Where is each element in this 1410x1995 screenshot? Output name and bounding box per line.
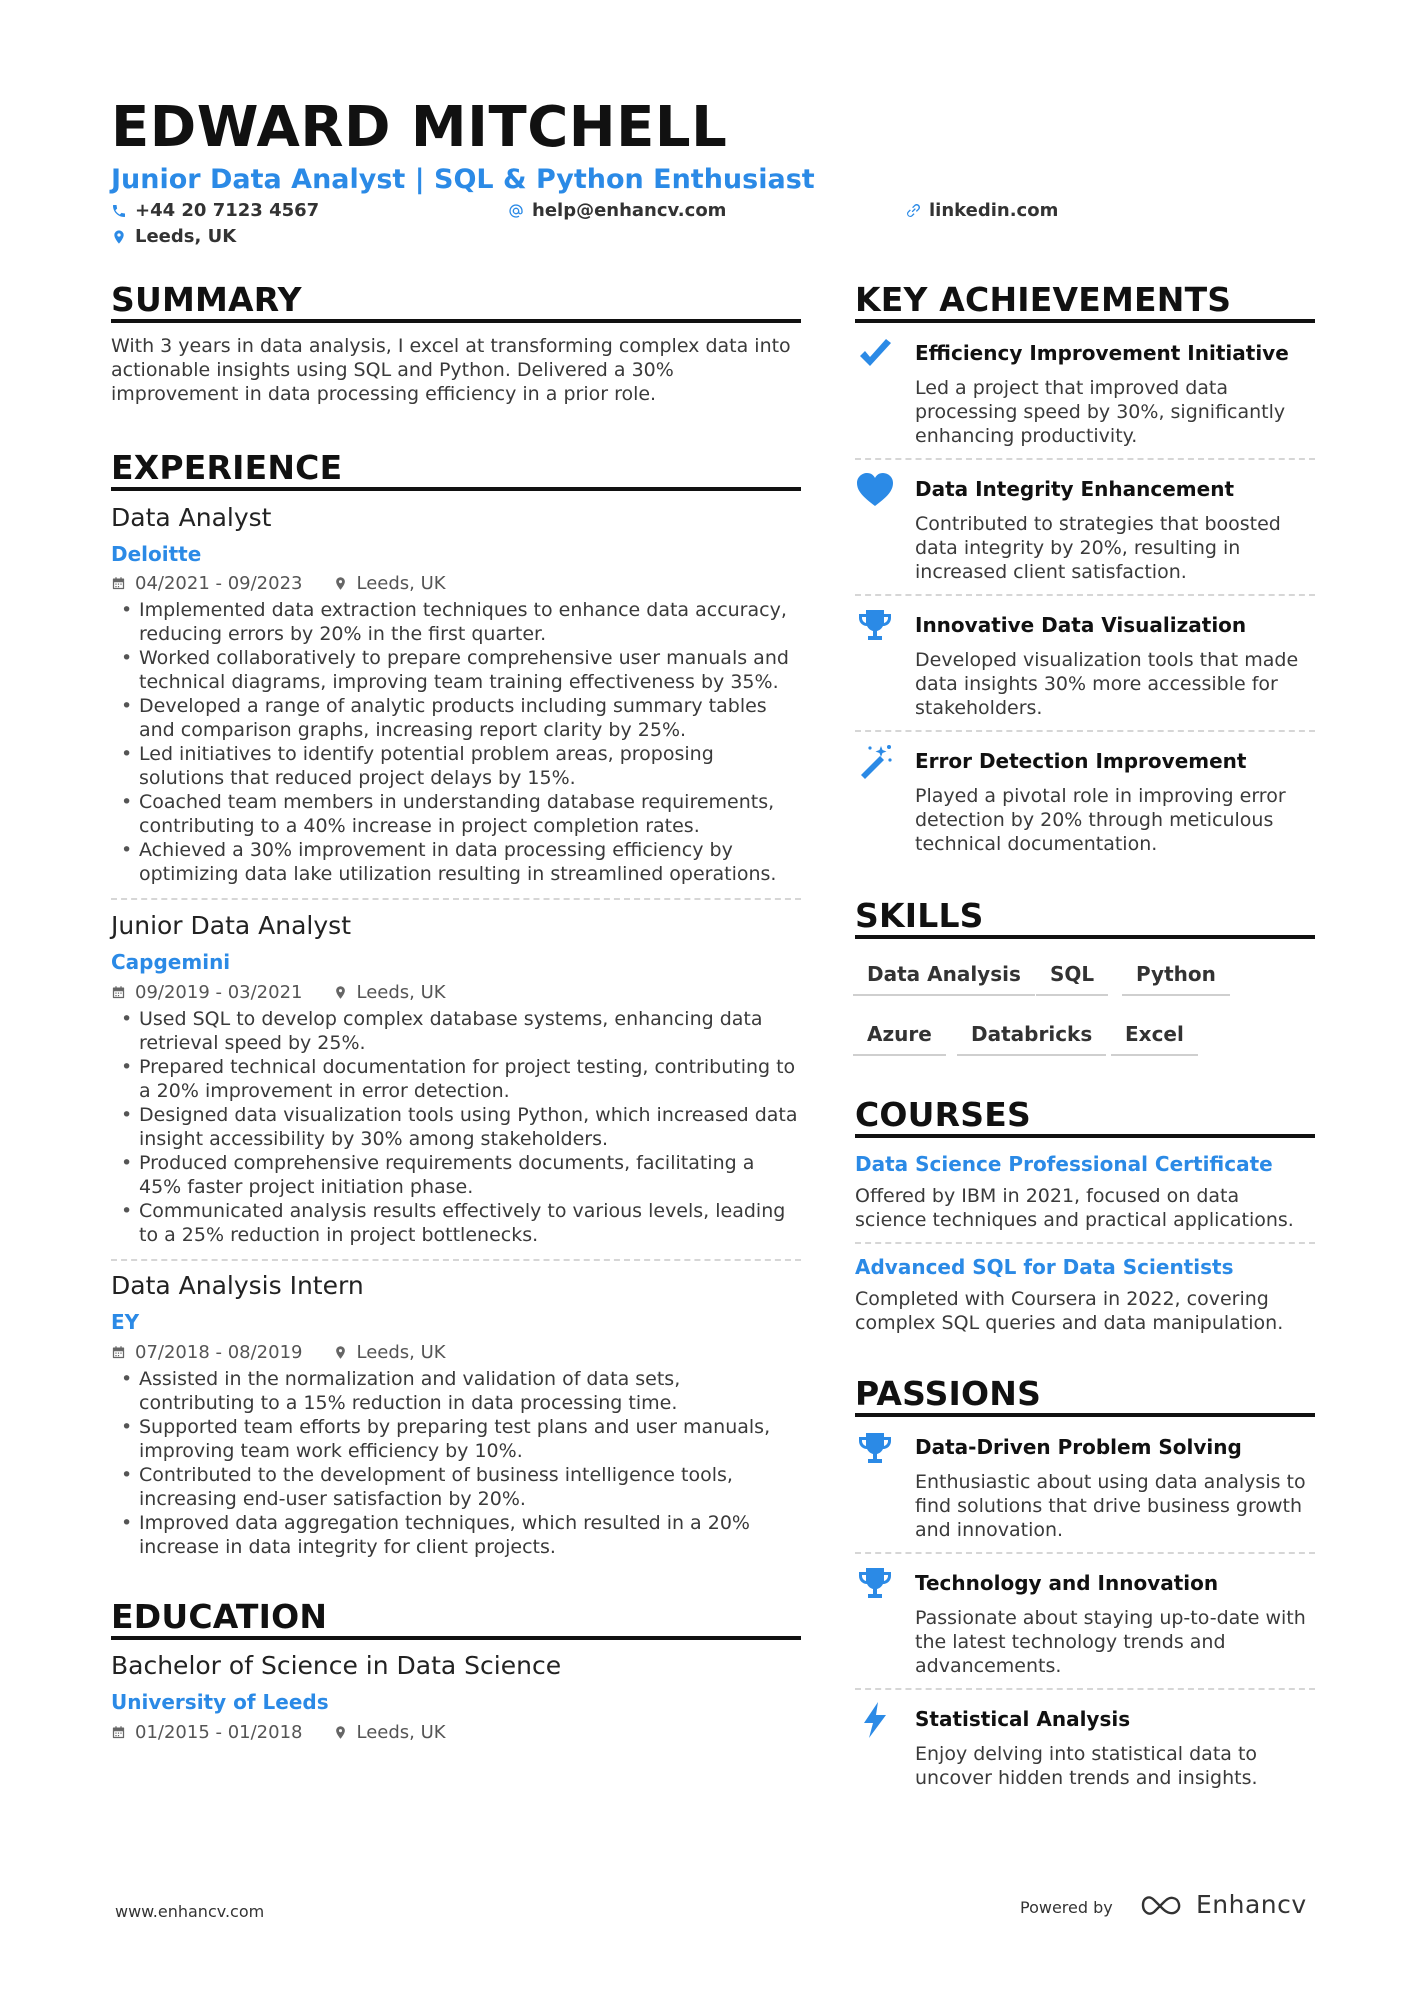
- section-rule: [855, 935, 1315, 939]
- enhancv-logo-icon: [1140, 1892, 1186, 1918]
- skill-tag: Azure: [853, 1022, 946, 1056]
- job-location: [333, 1342, 446, 1363]
- location-pin-icon: [333, 1725, 348, 1740]
- footer-brand[interactable]: [1140, 1890, 1307, 1919]
- summary-text: With 3 years in data analysis, I excel at transforming complex data into actionable insights using SQL and Python. Delivered a 30% improvement in data processing efficiency in a prior role.: [111, 335, 791, 405]
- list-item: • Designed data visualization tools using Python, which increased data insight accessibility by 30% among stakeholders.: [111, 1103, 801, 1151]
- section-rule: [111, 487, 801, 491]
- calendar-icon: [111, 1345, 126, 1360]
- section-rule: [855, 1134, 1315, 1138]
- trophy-icon: [855, 606, 895, 646]
- course-title: Advanced SQL for Data Scientists: [855, 1255, 1234, 1279]
- course-desc: Offered by IBM in 2021, focused on data science techniques and practical applications.: [855, 1185, 1294, 1231]
- section-title-achievements: KEY ACHIEVEMENTS: [855, 280, 1232, 319]
- lightning-icon: [855, 1700, 895, 1740]
- list-item: • Worked collaboratively to prepare comprehensive user manuals and technical diagrams, improving team training effectiveness by 35%.: [111, 646, 801, 694]
- achievement-desc: Led a project that improved data processing speed by 30%, significantly enhancing productivity.: [915, 377, 1286, 447]
- passion-desc: Passionate about staying up-to-date with the latest technology trends and advancements.: [915, 1607, 1306, 1677]
- list-item: • Achieved a 30% improvement in data processing efficiency by optimizing data lake utilization resulting in streamlined operations.: [111, 838, 801, 886]
- divider: [855, 730, 1315, 732]
- skill-tag: Data Analysis: [853, 962, 1035, 996]
- location-pin-icon: [333, 576, 348, 591]
- job-dates: 04/2021 - 09/2023: [135, 573, 303, 594]
- divider: [855, 594, 1315, 596]
- section-rule: [111, 319, 801, 323]
- location-pin-icon: [111, 229, 127, 245]
- calendar-icon: [111, 985, 126, 1000]
- section-title-skills: SKILLS: [855, 896, 984, 935]
- heart-icon: [855, 470, 895, 510]
- divider: [111, 1259, 801, 1261]
- contact-linkedin[interactable]: [905, 200, 1058, 221]
- list-item: • Supported team efforts by preparing test plans and user manuals, improving team work efficiency by 10%.: [111, 1415, 801, 1463]
- achievement-title: Innovative Data Visualization: [915, 613, 1247, 637]
- check-icon: [855, 335, 895, 375]
- job-dates: 09/2019 - 03/2021: [135, 982, 303, 1003]
- achievement-desc: Contributed to strategies that boosted data integrity by 20%, resulting in increased client satisfaction.: [915, 513, 1281, 583]
- course-desc: Completed with Coursera in 2022, covering complex SQL queries and data manipulation.: [855, 1288, 1284, 1334]
- job-meta: [111, 573, 446, 594]
- job-bullets: [111, 598, 801, 886]
- skill-tag: Python: [1122, 962, 1230, 996]
- skill-tag: Excel: [1111, 1022, 1198, 1056]
- school-name: University of Leeds: [111, 1690, 329, 1714]
- passion-title: Technology and Innovation: [915, 1571, 1219, 1595]
- achievement-title: Data Integrity Enhancement: [915, 477, 1235, 501]
- divider: [855, 458, 1315, 460]
- job-location-text: Leeds, UK: [356, 573, 446, 594]
- section-title-experience: EXPERIENCE: [111, 448, 343, 487]
- skill-tag: Databricks: [957, 1022, 1106, 1056]
- list-item: • Contributed to the development of business intelligence tools, increasing end-user satisfaction by 20%.: [111, 1463, 801, 1511]
- company-name: EY: [111, 1310, 140, 1334]
- list-item: • Coached team members in understanding database requirements, contributing to a 40% increase in project completion rates.: [111, 790, 801, 838]
- location-pin-icon: [333, 1345, 348, 1360]
- magic-wand-icon: [855, 742, 895, 782]
- divider: [855, 1688, 1315, 1690]
- footer-powered-by: Powered by: [1020, 1898, 1113, 1917]
- divider: [855, 1242, 1315, 1244]
- section-rule: [111, 1636, 801, 1640]
- linkedin-text: linkedin.com: [929, 200, 1059, 221]
- achievement-title: Efficiency Improvement Initiative: [915, 341, 1289, 365]
- at-icon: [508, 203, 524, 219]
- company-name: Deloitte: [111, 542, 202, 566]
- passion-desc: Enjoy delving into statistical data to uncover hidden trends and insights.: [915, 1743, 1258, 1789]
- achievement-desc: Played a pivotal role in improving error detection by 20% through meticulous technical documentation.: [915, 785, 1286, 855]
- list-item: • Used SQL to develop complex database systems, enhancing data retrieval speed by 25%.: [111, 1007, 801, 1055]
- passion-title: Data-Driven Problem Solving: [915, 1435, 1242, 1459]
- trophy-icon: [855, 1564, 895, 1604]
- skill-tag: SQL: [1036, 962, 1108, 996]
- course-title: Data Science Professional Certificate: [855, 1152, 1273, 1176]
- footer-brand-text: Enhancv: [1196, 1890, 1307, 1919]
- degree-title: Bachelor of Science in Data Science: [111, 1651, 562, 1680]
- link-icon: [905, 203, 921, 219]
- job-title: Data Analyst: [111, 503, 272, 532]
- trophy-icon: [855, 1429, 895, 1469]
- job-meta: [111, 982, 446, 1003]
- list-item: • Developed a range of analytic products including summary tables and comparison graphs, increasing report clarity by 25%.: [111, 694, 801, 742]
- job-location: [333, 982, 446, 1003]
- section-title-education: EDUCATION: [111, 1597, 328, 1636]
- contact-location: [111, 226, 236, 247]
- passion-desc: Enthusiastic about using data analysis to find solutions that drive business growth and innovation.: [915, 1471, 1306, 1541]
- candidate-name: EDWARD MITCHELL: [111, 95, 728, 160]
- education-location: [333, 1722, 446, 1743]
- contact-email[interactable]: [508, 200, 726, 221]
- education-dates: 01/2015 - 01/2018: [135, 1722, 303, 1743]
- divider: [855, 1552, 1315, 1554]
- achievement-title: Error Detection Improvement: [915, 749, 1247, 773]
- education-meta: [111, 1722, 446, 1743]
- section-title-summary: SUMMARY: [111, 280, 302, 319]
- section-title-passions: PASSIONS: [855, 1374, 1042, 1413]
- passion-title: Statistical Analysis: [915, 1707, 1131, 1731]
- job-bullets: [111, 1007, 801, 1247]
- section-rule: [855, 1413, 1315, 1417]
- headline: Junior Data Analyst | SQL & Python Enthusiast: [111, 164, 815, 195]
- location-text: Leeds, UK: [135, 226, 237, 247]
- section-title-courses: COURSES: [855, 1095, 1031, 1134]
- company-name: Capgemini: [111, 950, 231, 974]
- phone-icon: [111, 203, 127, 219]
- list-item: • Improved data aggregation techniques, which resulted in a 20% increase in data integrity for client projects.: [111, 1511, 801, 1559]
- phone-text: +44 20 7123 4567: [135, 200, 320, 221]
- list-item: • Led initiatives to identify potential problem areas, proposing solutions that reduced project delays by 15%.: [111, 742, 801, 790]
- job-title: Data Analysis Intern: [111, 1271, 364, 1300]
- divider: [111, 898, 801, 900]
- contact-phone: [111, 200, 319, 221]
- job-location: [333, 573, 446, 594]
- job-title: Junior Data Analyst: [111, 911, 352, 940]
- job-dates: 07/2018 - 08/2019: [135, 1342, 303, 1363]
- achievement-desc: Developed visualization tools that made data insights 30% more accessible for stakeholders.: [915, 649, 1299, 719]
- list-item: • Implemented data extraction techniques to enhance data accuracy, reducing errors by 20% in the first quarter.: [111, 598, 801, 646]
- education-location-text: Leeds, UK: [356, 1722, 446, 1743]
- section-rule: [855, 319, 1315, 323]
- job-bullets: [111, 1367, 801, 1559]
- job-location-text: Leeds, UK: [356, 1342, 446, 1363]
- list-item: • Communicated analysis results effectively to various levels, leading to a 25% reduction in project bottlenecks.: [111, 1199, 801, 1247]
- email-text: help@enhancv.com: [532, 200, 727, 221]
- calendar-icon: [111, 576, 126, 591]
- job-meta: [111, 1342, 446, 1363]
- list-item: • Prepared technical documentation for project testing, contributing to a 20% improvement in error detection.: [111, 1055, 801, 1103]
- list-item: • Assisted in the normalization and validation of data sets, contributing to a 15% reduction in data processing time.: [111, 1367, 801, 1415]
- footer-website[interactable]: www.enhancv.com: [115, 1902, 265, 1921]
- job-location-text: Leeds, UK: [356, 982, 446, 1003]
- list-item: • Produced comprehensive requirements documents, facilitating a 45% faster project initiation phase.: [111, 1151, 801, 1199]
- location-pin-icon: [333, 985, 348, 1000]
- calendar-icon: [111, 1725, 126, 1740]
